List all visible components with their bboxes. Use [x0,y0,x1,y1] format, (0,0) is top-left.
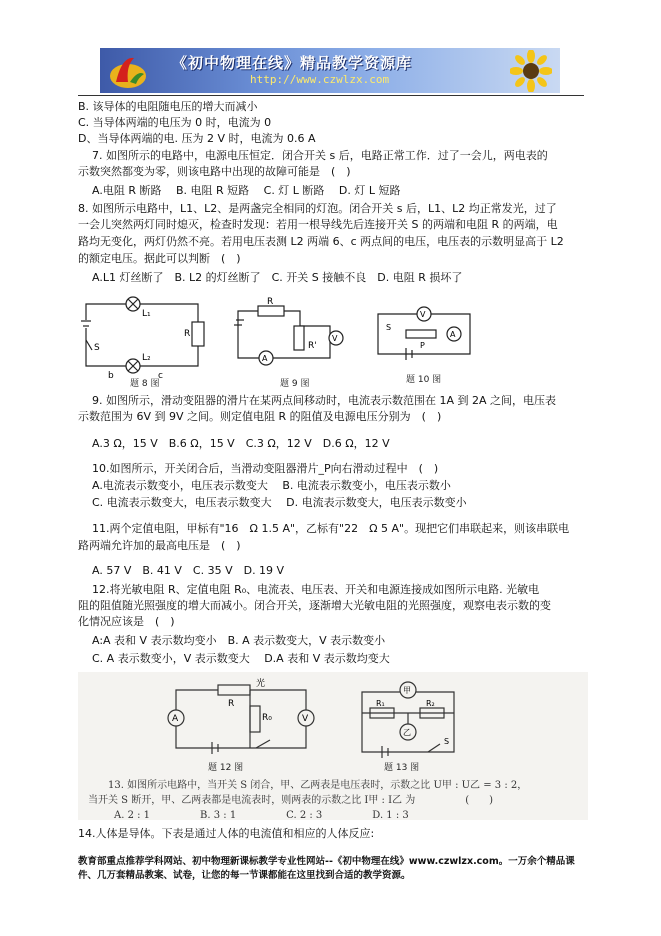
q9-stem-line2: 示数范围为 6V 到 9V 之间。则定值电阻 R 的阻值及电源电压分别为 ( ) [78,410,442,423]
site-logo-icon [108,52,148,90]
circuit-figure-9 [230,296,355,376]
label-v10: V [420,310,426,319]
q10-options-ab: A.电流表示数变小，电压表示数变大 B. 电流表示数变小，电压表示数小 [92,479,451,492]
q8-stem-line4: 的额定电压。据此可以判断 ( ) [78,252,241,265]
footer-line2: 件、几万套精品教案、试卷，让您的每一节课都能在这里找到合适的教学资源。 [78,870,411,881]
label-jia: 甲 [403,686,411,695]
circuit-figure-10 [370,300,480,370]
q7-stem-line2: 示数突然都变为零，则该电路中出现的故障可能是 ( ) [78,165,351,178]
scanned-figure-region [78,672,588,820]
q12-options-cd: C. A 表示数变小，V 表示数变大 D.A 表和 V 表示数均变大 [92,652,390,665]
q6-option-c: C. 当导体两端的电压为 0 时，电流为 0 [78,116,272,129]
label-a12: A [172,714,179,724]
q12-stem-line1: 12.将光敏电阻 R、定值电阻 R₀、电流表、电压表、开关和电源连接成如图所示电路. 光敏电 [92,583,540,596]
label-p10: P [420,341,425,350]
q13-stem-line1: 13. 如图所示电路中，当开关 S 闭合，甲、乙两表是电压表时，示数之比 U甲 : U乙 = 3 : 2， [108,780,528,791]
label-r9: R [267,297,274,307]
q13-stem-line2: 当开关 S 断开，甲、乙两表都是电流表时，则两表的示数之比 I甲 : I乙 为 ( ) [88,795,493,806]
label-v12: V [302,714,309,724]
label-v9: V [332,334,338,343]
caption-fig13: 题 13 图 [384,763,420,773]
caption-fig12: 题 12 图 [208,763,244,773]
q11-stem-line2: 路两端允许加的最高电压是 ( ) [78,539,241,552]
q12-options-ab: A:A 表和 V 表示数均变小 B. A 表示数变大，V 表示数变小 [92,634,386,647]
q10-options-cd: C. 电流表示数变大，电压表示数变大 D. 电流表示数变大，电压表示数变小 [92,496,467,509]
label-r12: R [228,699,235,709]
label-s13: S [444,737,450,746]
banner-url: http://www.czwlzx.com [250,73,390,86]
q12-stem-line3: 化情况应该是 ( ) [78,615,175,628]
label-l2: L₂ [142,353,151,363]
label-s10: S [386,323,392,332]
q7-stem-line1: 7. 如图所示的电路中，电源电压恒定．闭合开关 s 后，电路正常工作．过了一会儿，两电表的 [92,149,548,162]
q10-stem: 10.如图所示，开关闭合后，当滑动变阻器滑片_P向右滑动过程中 ( ) [92,462,439,475]
banner-title: 《初中物理在线》精品教学资源库 [172,54,413,72]
caption-fig8: 题 8 图 [130,379,160,389]
q8-stem-line1: 8. 如图所示电路中，L1、L2、是两盏完全相同的灯泡。闭合开关 s 后，L1、L2 均正常发光，过了 [78,202,557,215]
site-banner [100,48,560,93]
label-yi: 乙 [403,728,411,737]
q11-options: A. 57 V B. 41 V C. 35 V D. 19 V [92,564,285,577]
label-guang: 光 [256,679,266,689]
label-a10: A [450,330,456,339]
footer-line1: 教育部重点推荐学科网站、初中物理新课标教学专业性网站--《初中物理在线》www.czwlzx.com。一万余个精品课 [78,856,575,867]
q7-options: A.电阻 R 断路 B. 电阻 R 短路 C. 灯 L 断路 D. 灯 L 短路 [92,184,401,197]
label-c: c [158,371,163,381]
label-r1: R₁ [376,699,385,708]
q12-stem-line2: 阻的阻值随光照强度的增大而减小。闭合开关，逐渐增大光敏电阻的光照强度，观察电表示数的变 [78,599,551,612]
label-r-prime: R' [308,341,317,351]
circuit-figure-8 [78,294,218,384]
circuit-figure-13 [348,676,468,760]
q8-stem-line3: 路均无变化，两灯仍然不亮。若用电压表测 L2 两端 6、c 两点间的电压，电压表的示数明显高于 L2 [78,235,564,248]
q6-option-d: D、当导体两端的电. 压为 2 V 时，电流为 0.6 A [78,132,316,145]
q13-options: A. 2 : 1 B. 3 : 1 C. 2 : 3 D. 1 : 3 [114,810,409,821]
label-r: R [184,329,191,339]
label-r0: R₀ [262,713,272,723]
q9-options: A.3 Ω，15 V B.6 Ω，15 V C.3 Ω，12 V D.6 Ω，12 V [92,437,390,450]
q8-options: A.L1 灯丝断了 B. L2 的灯丝断了 C. 开关 S 接触不良 D. 电阻 R 损坏了 [92,271,463,284]
caption-fig10: 题 10 图 [406,375,442,385]
label-a9: A [262,354,268,363]
caption-fig9: 题 9 图 [280,379,310,389]
q8-stem-line2: 一会儿突然两灯同时熄灭，检查时发现：若用一根导线先后连接开关 S 的两端和电阻 R 的两端，电 [78,218,558,231]
label-r2: R₂ [426,699,435,708]
sunflower-icon [510,50,552,92]
label-l1: L₁ [142,309,151,319]
q9-stem-line1: 9. 如图所示，滑动变阻器的滑片在某两点间移动时，电流表示数范围在 1A 到 2A 之间，电压表 [92,394,557,407]
q14-stem: 14.人体是导体。下表是通过人体的电流值和相应的人体反应: [78,827,375,840]
page-footer [78,855,588,883]
q11-stem-line1: 11.两个定值电阻，甲标有"16 Ω 1.5 A"，乙标有"22 Ω 5 A"。现把它们串联起来，则该串联电 [92,522,570,535]
header-divider [78,95,584,96]
circuit-figure-12 [156,678,326,756]
label-s: S [94,343,100,353]
label-b: b [108,371,114,381]
q6-option-b: B. 该导体的电阻随电压的增大而减小 [78,100,258,113]
